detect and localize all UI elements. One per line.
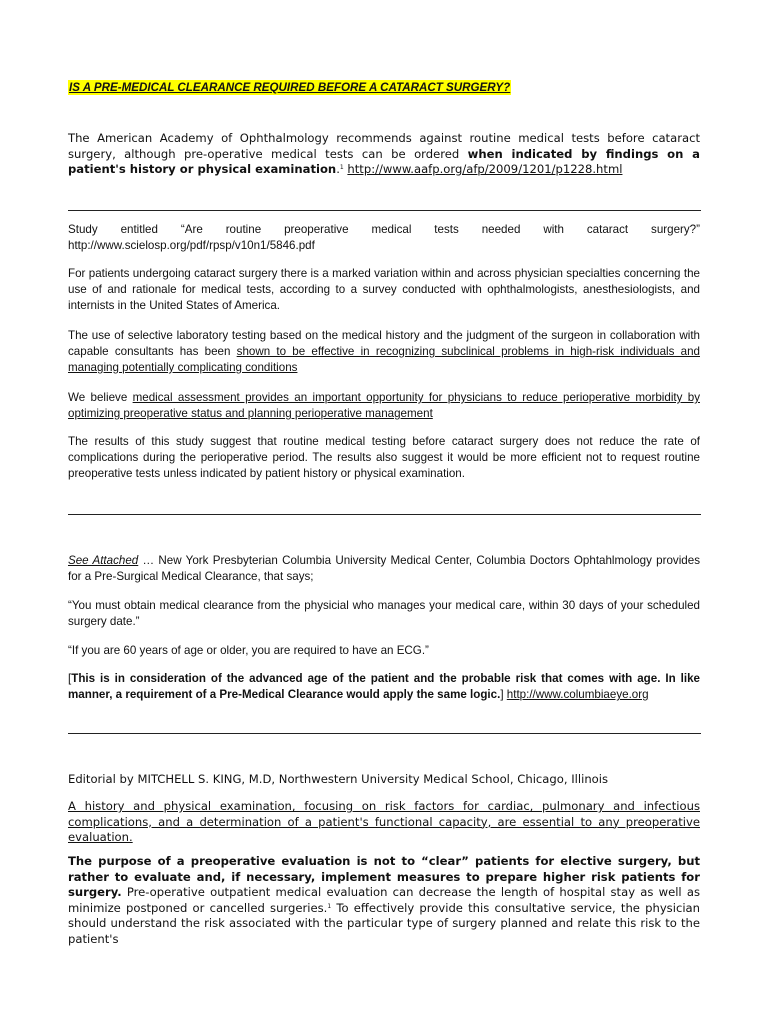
editorial-heading: Editorial by MITCHELL S. KING, M.D, Northwestern University Medical School, Chicago, Illinois: [68, 772, 609, 786]
aao-paragraph: [68, 131, 700, 178]
editorial-p2-text-2: To effectively provide this consultative service, the physician should understand the risk associated with the particular type of surgery planned and relate this risk to the patient's: [68, 900, 700, 946]
aao-text: The American Academy of Ophthalmology recommends against routine medical tests before cataract surgery, although pre-operative medical tests can be ordered: [68, 131, 700, 161]
note-open-bracket: [: [68, 672, 72, 685]
editorial-paragraph-2: [68, 854, 700, 947]
columbia-intro: [68, 553, 700, 585]
aao-period: .: [336, 162, 340, 176]
columbia-note-bold: This is in consideration of the advanced age of the patient and the probable risk that comes with age. In like manner, a requirement of a Pre-Medical Clearance would apply the same logic.: [68, 672, 700, 701]
study-paragraph-4: The results of this study suggest that routine medical testing before cataract surgery does not reduce the rate of complications during the perioperative period. The results also suggest it would be more efficient not to request routine preoperative tests unless indicated by patient history or physical examination.: [68, 435, 700, 480]
aao-bold-text: when indicated by findings on a patient's history or physical examination: [68, 146, 701, 176]
divider-2: [68, 514, 701, 515]
page-title: IS A PRE-MEDICAL CLEARANCE REQUIRED BEFORE A CATARACT SURGERY?: [69, 81, 511, 94]
study-paragraph-2: [68, 328, 700, 376]
study-paragraph-3: [68, 390, 700, 422]
editorial-paragraph-1: [68, 799, 700, 846]
divider-1: [68, 210, 701, 211]
aao-footnote: 1: [339, 164, 344, 171]
document-page: [68, 0, 700, 1024]
columbia-quote-1: “You must obtain medical clearance from the physicial who manages your medical care, within 30 days of your scheduled surgery date.”: [68, 599, 700, 628]
study-paragraph-1: For patients undergoing cataract surgery there is a marked variation within and across physician specialties concerning the use of and rationale for medical tests, according to a survey conducted with ophthalmologists, anesthesiologists, and internists in the United States of America.: [68, 267, 700, 312]
editorial-footnote: 1: [327, 902, 332, 910]
columbia-link[interactable]: http://www.columbiaeye.org: [506, 688, 649, 701]
study-p3-text: We believe: [68, 391, 133, 404]
study-p2-text: The use of selective laboratory testing based on the medical history and the judgment of the surgeon in collaboration with capable consultants has been: [68, 329, 700, 358]
columbia-intro-text: … New York Presbyterian Columbia University Medical Center, Columbia Doctors Ophtahlmology provides for a Pre-Surgical Medical Clearance, that says;: [68, 554, 700, 583]
note-close-bracket: ]: [500, 688, 507, 701]
columbia-quote-2: “If you are 60 years of age or older, you are required to have an ECG.”: [68, 644, 429, 657]
aao-link[interactable]: http://www.aafp.org/afp/2009/1201/p1228.html: [347, 162, 623, 176]
see-attached-link[interactable]: See Attached: [68, 554, 139, 567]
editorial-p1-underlined: A history and physical examination, focusing on risk factors for cardiac, pulmonary and infectious complications, and a determination of a patient's functional capacity, are essential to any preoperative evaluation.: [68, 799, 700, 844]
divider-3: [68, 733, 701, 734]
study-p3-underlined: medical assessment provides an important opportunity for physicians to reduce perioperative morbidity by optimizing preoperative status and planning perioperative management: [68, 391, 700, 420]
columbia-note: [68, 671, 700, 703]
editorial-p2-bold: The purpose of a preoperative evaluation is not to “clear” patients for elective surgery, but rather to evaluate and, if necessary, implement measures to prepare higher risk patients for surgery.: [68, 854, 700, 899]
study-p2-underlined: shown to be effective in recognizing subclinical problems in high-risk individuals and managing potentially complicating conditions: [68, 345, 700, 374]
editorial-p2-text-1: Pre-operative outpatient medical evaluation can decrease the length of hospital stay as well as minimize postponed or cancelled surgeries.: [68, 885, 700, 915]
study-intro: Study entitled “Are routine preoperative medical tests needed with cataract surgery?” http://www.scielosp.org/pdf/rpsp/v10n1/5846.pdf: [68, 223, 700, 252]
